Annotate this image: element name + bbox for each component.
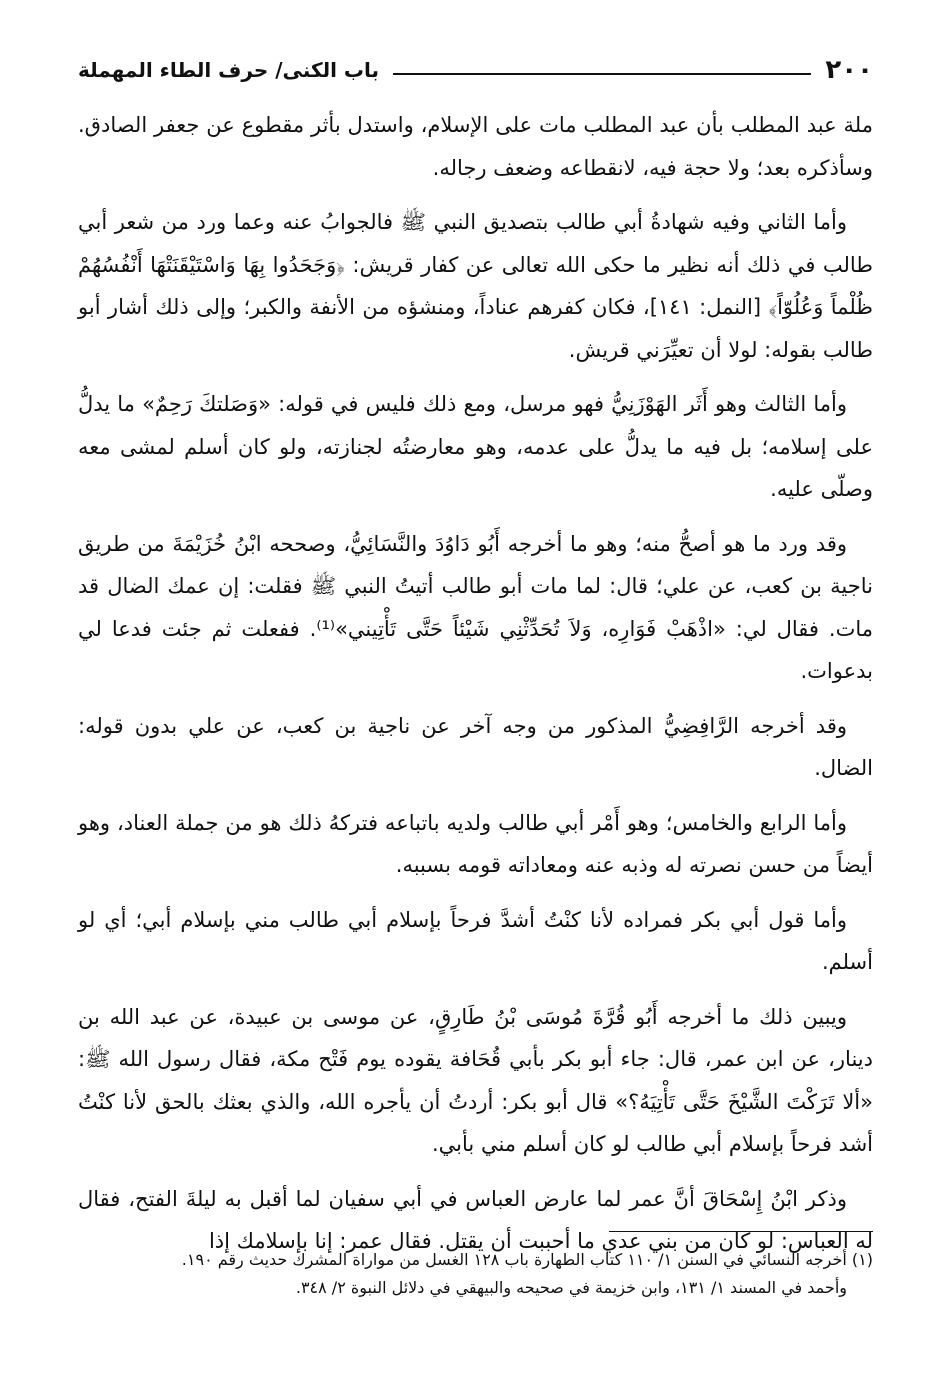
footnotes (78, 1246, 873, 1302)
paragraph: ويبين ذلك ما أخرجه أَبُو قُرَّةَ مُوسَى بْنُ طَارِقٍ، عن موسى بن عبيدة، عن عبد الله بن دينار، عن ابن عمر، قال: جاء أبو بكر بأبي قُحَافة يقوده يوم فَتْح مكة، فقال رسول الله ﷺ: «ألا تَرَكْتَ الشَّيْخَ حَتَّى تَأْتِيَهُ؟» قال أبو بكر: أردتُ أن يأجره الله، والذي بعثك بالحق لأنا كنْتُ أشد فرحاً بإسلام أبي طالب لو كان أسلم مني بأبي. (78, 1004, 873, 1156)
paragraph: وقد ورد ما هو أصحُّ منه؛ وهو ما أخرجه أَبُو دَاوُدَ والنَّسَائِيُّ، وصححه ابْنُ خُزَيْمَةَ من طريق ناجية بن كعب، عن علي؛ قال: لما مات أبو طالب أتيتُ النبي ﷺ فقلت: إن عمك الضال قد مات. فقال لي: «اذْهَبْ فَوَارِه، وَلاَ تُحَدِّثْنِي شَيْئاً حَتَّى تَأْتِيني»⁽¹⁾. ففعلت ثم جئت فدعا لي بدعوات. (78, 531, 873, 683)
body-text (78, 104, 873, 1263)
page-number: ٢٠٠ (825, 55, 873, 85)
paragraph: وأما الثالث وهو أَثَر الهَوْزَنِيُّ فهو مرسل، ومع ذلك فليس في قوله: «وَصَلتكَ رَحِمٌ» ما يدلُّ على إسلامه؛ بل فيه ما يدلُّ على عدمه، وهو معارضتُه لجنازته، ولو كان أسلم لمشى معه وصلّى عليه. (78, 392, 873, 501)
paragraph: وأما الرابع والخامس؛ وهو أَمْر أبي طالب ولديه باتباعه فتركهُ ذلك هو من جملة العناد، وهو أيضاً من حسن نصرته له وذبه عنه ومعاداته قومه بسببه. (78, 810, 873, 877)
header-rule (393, 73, 811, 75)
running-title: باب الكنى/ حرف الطاء المهملة (78, 58, 380, 82)
page-header (78, 48, 873, 92)
footnote-continuation: وأحمد في المسند ١/ ١٣١، وابن خزيمة في صحيحه والبيهقي في دلائل النبوة ٢/ ٣٤٨. (295, 1278, 847, 1297)
footnote: (١) أخرجه النسائي في السنن ١/ ١١٠ كتاب الطهارة باب ١٢٨ الغسل من مواراة المشرك حديث رقم ١٩٠. (181, 1250, 873, 1269)
paragraph: ملة عبد المطلب بأن عبد المطلب مات على الإسلام، واستدل بأثر مقطوع عن جعفر الصادق. وسأذكره بعد؛ ولا حجة فيه، لانقطاعه وضعف رجاله. (78, 113, 873, 180)
book-page (78, 48, 873, 1348)
paragraph: وأما الثاني وفيه شهادةُ أبي طالب بتصديق النبي ﷺ فالجوابُ عنه وعما ورد من شعر أبي طالب في ذلك أنه نظير ما حكى الله تعالى عن كفار قريش: ﴿وَجَحَدُوا بِهَا وَاسْتَيْقَنَتْهَا أَنْفُسُهُمْ ظُلْماً وَعُلُوّاً﴾ [النمل: ١٤١]، فكان كفرهم عناداً، ومنشؤه من الأنفة والكبر؛ وإلى ذلك أشار أبو طالب بقوله: لولا أن تعيِّرَني قريش. (78, 210, 873, 362)
paragraph: وأما قول أبي بكر فمراده لأنا كنْتُ أشدَّ فرحاً بإسلام أبي طالب مني بإسلام أبي؛ أي لو أسلم. (78, 907, 873, 974)
paragraph: وقد أخرجه الرَّافِضِيُّ المذكور من وجه آخر عن ناجية بن كعب، عن علي بدون قوله: الضال. (78, 713, 873, 780)
paragraph: وذكر ابْنُ إِسْحَاقَ أنَّ عمر لما عارض العباس في أبي سفيان لما أقبل به ليلةَ الفتح، فقال له العباس: لو كان من بني عدي ما أحببت أن يقتل. فقال عمر: إنا بإسلامك إذا (78, 1186, 873, 1253)
footnote-rule (609, 1231, 873, 1232)
